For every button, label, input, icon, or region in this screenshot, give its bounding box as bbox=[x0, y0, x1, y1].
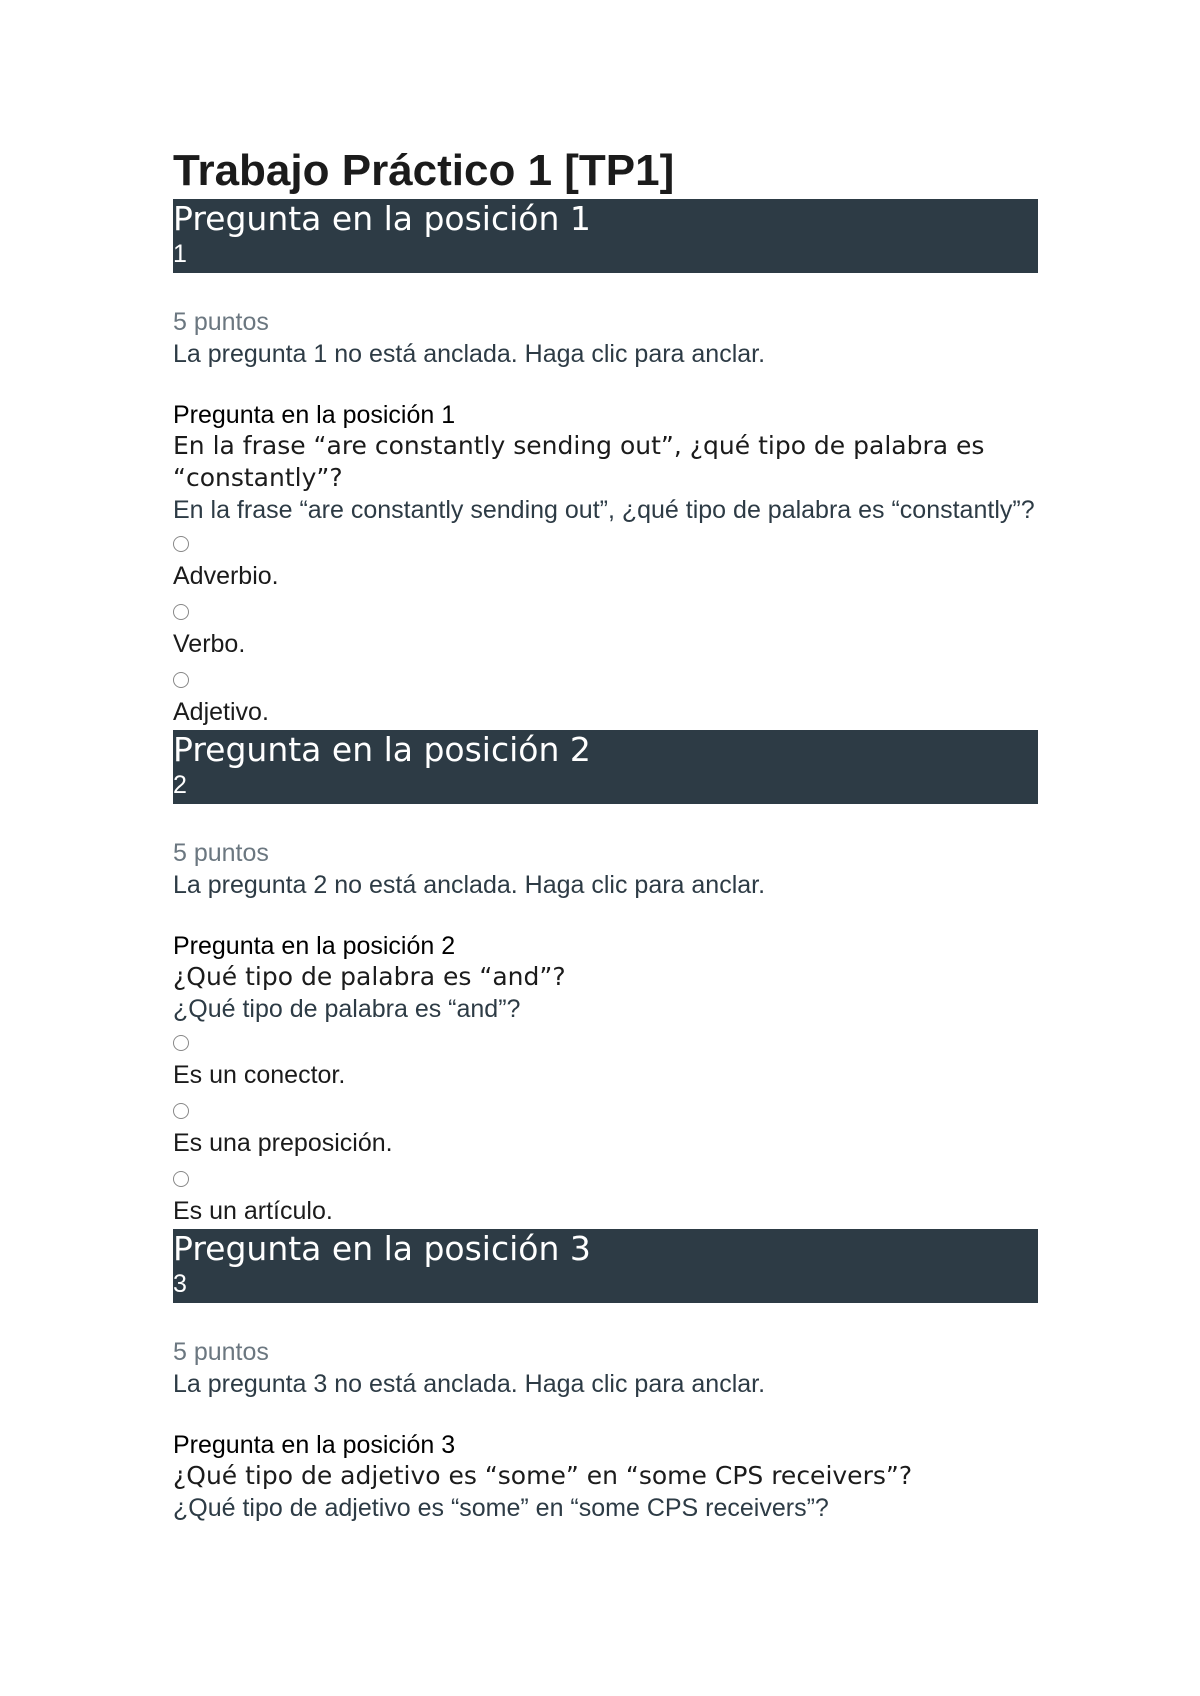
question-3 bbox=[173, 1229, 1038, 1524]
question-text-secondary: ¿Qué tipo de adjetivo es “some” en “some CPS receivers”? bbox=[173, 1494, 829, 1522]
quiz-page bbox=[173, 145, 1038, 1524]
question-body bbox=[173, 1303, 1038, 1524]
question-1 bbox=[173, 199, 1038, 730]
question-header-number: 2 bbox=[173, 771, 187, 799]
question-text: ¿Qué tipo de palabra es “and”? bbox=[173, 962, 566, 991]
question-header-title: Pregunta en la posición 3 bbox=[173, 1229, 591, 1268]
answer-option bbox=[173, 1035, 1038, 1093]
pin-question-link[interactable]: La pregunta 1 no está anclada. Haga clic para anclar. bbox=[173, 340, 766, 368]
question-body bbox=[173, 273, 1038, 730]
answer-option bbox=[173, 604, 1038, 662]
question-points: 5 puntos bbox=[173, 839, 269, 867]
question-text: En la frase “are constantly sending out”, ¿qué tipo de palabra es “constantly”? bbox=[173, 431, 985, 492]
answer-label: Adverbio. bbox=[173, 562, 279, 590]
question-position-label: Pregunta en la posición 1 bbox=[173, 401, 456, 429]
question-text: ¿Qué tipo de adjetivo es “some” en “some CPS receivers”? bbox=[173, 1461, 913, 1490]
answer-radio[interactable] bbox=[173, 1171, 189, 1187]
answer-radio[interactable] bbox=[173, 1035, 189, 1051]
answer-option bbox=[173, 1171, 1038, 1229]
pin-question-link[interactable]: La pregunta 3 no está anclada. Haga clic para anclar. bbox=[173, 1370, 766, 1398]
answer-radio[interactable] bbox=[173, 1103, 189, 1119]
question-header-number: 1 bbox=[173, 240, 187, 268]
question-header bbox=[173, 1229, 1038, 1303]
answer-radio[interactable] bbox=[173, 672, 189, 688]
answer-label: Adjetivo. bbox=[173, 698, 269, 726]
question-text-secondary: ¿Qué tipo de palabra es “and”? bbox=[173, 995, 521, 1023]
question-2 bbox=[173, 730, 1038, 1229]
question-body bbox=[173, 804, 1038, 1229]
question-header-number: 3 bbox=[173, 1270, 187, 1298]
answer-radio[interactable] bbox=[173, 604, 189, 620]
question-points: 5 puntos bbox=[173, 1338, 269, 1366]
question-position-label: Pregunta en la posición 3 bbox=[173, 1431, 456, 1459]
question-header-title: Pregunta en la posición 1 bbox=[173, 199, 591, 238]
question-header bbox=[173, 730, 1038, 804]
answer-label: Es un artículo. bbox=[173, 1197, 333, 1225]
page-title: Trabajo Práctico 1 [TP1] bbox=[173, 146, 675, 195]
question-text-secondary: En la frase “are constantly sending out”, ¿qué tipo de palabra es “constantly”? bbox=[173, 496, 1035, 524]
question-points: 5 puntos bbox=[173, 308, 269, 336]
answer-label: Verbo. bbox=[173, 630, 246, 658]
question-header bbox=[173, 199, 1038, 273]
answer-radio[interactable] bbox=[173, 536, 189, 552]
question-position-label: Pregunta en la posición 2 bbox=[173, 932, 456, 960]
question-header-title: Pregunta en la posición 2 bbox=[173, 730, 591, 769]
pin-question-link[interactable]: La pregunta 2 no está anclada. Haga clic para anclar. bbox=[173, 871, 766, 899]
answer-option bbox=[173, 672, 1038, 730]
answer-label: Es un conector. bbox=[173, 1061, 346, 1089]
answer-label: Es una preposición. bbox=[173, 1129, 393, 1157]
answer-option bbox=[173, 536, 1038, 594]
answer-option bbox=[173, 1103, 1038, 1161]
